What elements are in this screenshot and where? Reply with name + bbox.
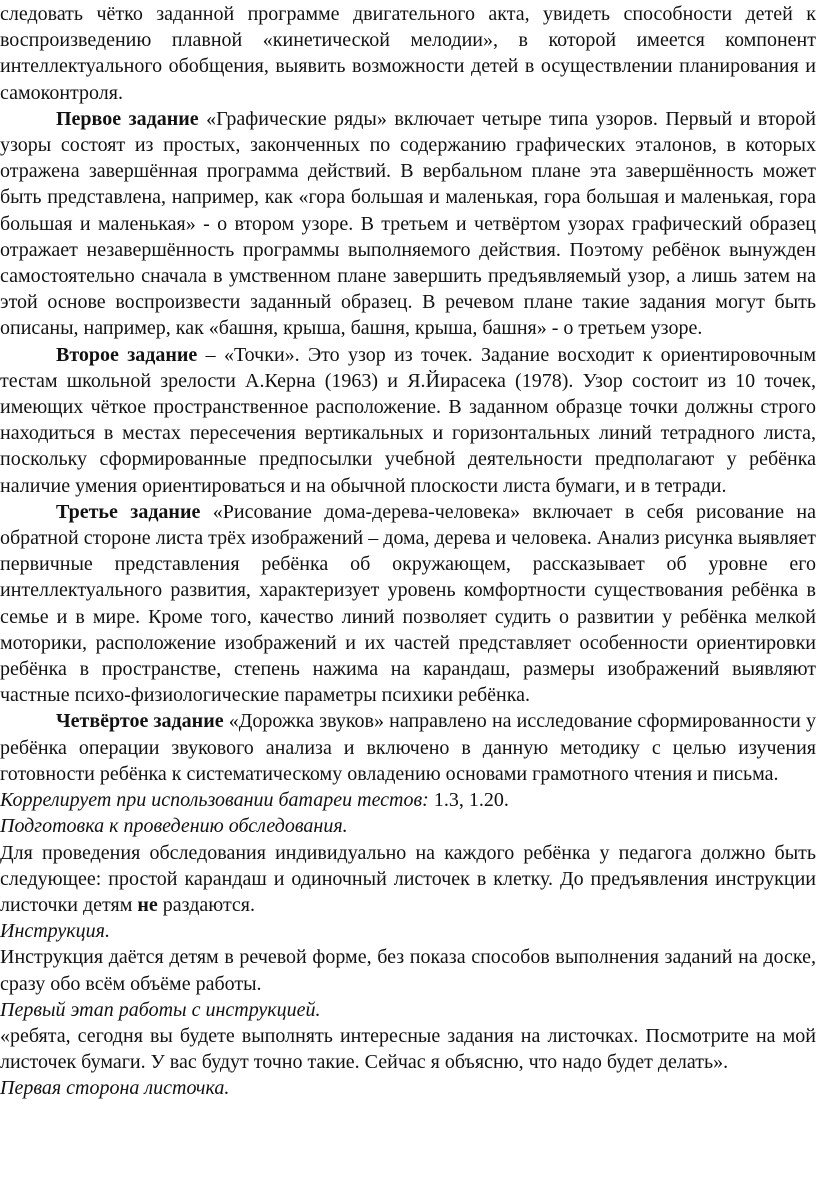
paragraph-correlation xyxy=(0,787,816,813)
paragraph-task-4 xyxy=(0,708,816,787)
preparation-text-before: Для проведения обследования индивидуально на каждого ребёнка у педагога должно быть следующее: простой карандаш и одиночный листочек в клетку. До предъявления инструкции листочки детям xyxy=(0,841,816,916)
task-1-heading: Первое задание xyxy=(56,107,199,130)
task-2-heading: Второе задание xyxy=(56,343,198,366)
paragraph-intro-continuation: следовать чётко заданной программе двигательного акта, увидеть способности детей к воспроизведению плавной «кинетической мелодии», в которой имеется компонент интеллектуального обобщения, выявить возможности детей в осуществлении планирования и самоконтроля. xyxy=(0,3,816,104)
paragraph-preparation xyxy=(0,840,816,919)
task-4-text: «Дорожка звуков» направлено на исследование сформированности у ребёнка операции звукового анализа и включено в данную методику с целью изучения готовности ребёнка к систематическому овладению основами грамотного чтения и письма. xyxy=(0,710,816,785)
task-1-text: «Графические ряды» включает четыре типа узоров. Первый и второй узоры состоят из простых, законченных по содержанию графических эталонов, в которых отражена завершённая программа действий. В вербальном плане эта завершённость может быть представлена, например, как «гора большая и маленькая, гора большая и маленькая, гора большая и маленькая» - о втором узоре. В третьем и четвёртом узорах графический образец отражает незавершённость программы выполняемого действия. Поэтому ребёнок вынужден самостоятельно сначала в умственном плане завершить предъявляемый узор, а лишь затем на этой основе воспроизвести заданный образец. В речевом плане такие задания могут быть описаны, например, как «башня, крыша, башня, крыша, башня» - о третьем узоре. xyxy=(0,107,816,340)
heading-first-stage: Первый этап работы с инструкцией. xyxy=(0,998,321,1021)
task-3-heading: Третье задание xyxy=(56,500,201,523)
paragraph-first-stage-quote: «ребята, сегодня вы будете выполнять интересные задания на листочках. Посмотрите на мой листочек бумаги. У вас будут точно такие. Сейчас я объясню, что надо будет делать». xyxy=(0,1024,816,1074)
correlation-values: 1.3, 1.20. xyxy=(428,789,509,812)
heading-preparation: Подготовка к проведению обследования. xyxy=(0,815,348,838)
task-2-text: – «Точки». Это узор из точек. Задание восходит к ориентировочным тестам школьной зрелости А.Керна (1963) и Я.Йирасека (1978). Узор состоит из 10 точек, имеющих чёткое пространственное расположение. В заданном образце точки должны строго находиться в местах пересечения вертикальных и горизонтальных линий тетрадного листа, поскольку сформированные предпосылки учебной деятельности предполагают у ребёнка наличие умения ориентироваться и на обычной плоскости листа бумаги, и в тетради. xyxy=(0,343,816,497)
paragraph-task-2 xyxy=(0,342,816,499)
preparation-bold-word: не xyxy=(137,893,158,916)
task-3-text: «Рисование дома-дерева-человека» включает в себя рисование на обратной стороне листа трёх изображений – дома, дерева и человека. Анализ рисунка выявляет первичные представления ребёнка об окружающем, рассказывает об уровне его интеллектуального развития, характеризует уровень комфортности существования ребёнка в семье и в мире. Кроме того, качество линий позволяет судить о развитии у ребёнка мелкой моторики, расположение изображений и их частей представляет особенности ориентировки ребёнка в пространстве, степень нажима на карандаш, размеры изображений выявляют частные психо-физиологические параметры психики ребёнка. xyxy=(0,500,816,707)
paragraph-instruction: Инструкция даётся детям в речевой форме, без показа способов выполнения заданий на доске, сразу обо всём объёме работы. xyxy=(0,946,816,995)
paragraph-task-1 xyxy=(0,106,816,342)
correlation-label: Коррелирует при использовании батареи тестов: xyxy=(0,789,429,812)
task-4-heading: Четвёртое задание xyxy=(56,710,224,733)
heading-first-side: Первая сторона листочка. xyxy=(0,1077,230,1100)
paragraph-task-3 xyxy=(0,499,816,709)
heading-instruction: Инструкция. xyxy=(0,920,110,943)
preparation-text-after: раздаются. xyxy=(157,893,256,916)
